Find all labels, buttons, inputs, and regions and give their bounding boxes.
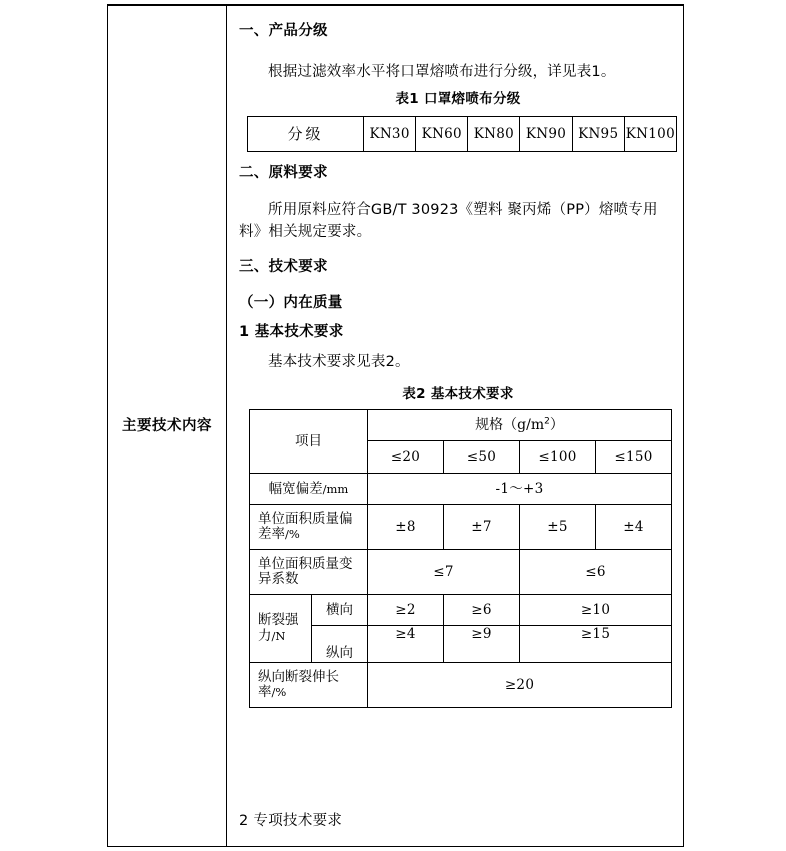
table-row <box>250 626 672 663</box>
table2-direction-machine: 纵向 <box>312 626 368 663</box>
table-row <box>248 117 677 152</box>
table2-header-spec-prefix: 规格（g/m <box>475 417 545 434</box>
table2-item-elongation <box>250 663 368 708</box>
table2-header-spec <box>368 410 672 441</box>
table2-value-mass-deviation: ±7 <box>444 505 520 550</box>
table2-value-mass-cv: ≤6 <box>520 550 672 595</box>
section-item-special-requirements: 2 专项技术要求 <box>239 812 343 829</box>
section-heading-2: 二、原料要求 <box>239 165 328 182</box>
table2-caption: 表2 基本技术要求 <box>402 385 514 402</box>
table2-value-strength-machine: ≥4 <box>368 626 444 663</box>
table1-grade-cell: KN100 <box>624 117 676 152</box>
table-row <box>250 595 672 626</box>
table1-grade-cell: KN95 <box>572 117 624 152</box>
table2-spec-level: ≤100 <box>520 441 596 474</box>
table1-caption: 表1 口罩熔喷布分级 <box>395 90 521 107</box>
table-row <box>250 410 672 441</box>
section-paragraph-2: 所用原料应符合GB/T 30923《塑料 聚丙烯（PP）熔喷专用料》相关规定要求。 <box>239 201 658 241</box>
table2-value-elongation: ≥20 <box>368 663 672 708</box>
table1-grade-cell: KN30 <box>364 117 416 152</box>
table2-header-spec-sup: 2 <box>544 416 550 427</box>
table-row <box>250 474 672 505</box>
table2-value-width-deviation: -1～+3 <box>368 474 672 505</box>
table2-item-width-deviation <box>250 474 368 505</box>
section-paragraph-1: 根据过滤效率水平将口罩熔喷布进行分级，详见表1。 <box>268 63 616 80</box>
table1-row-header: 分级 <box>248 117 364 152</box>
section-item-basic-requirements: 1 基本技术要求 <box>239 323 344 340</box>
table2-value-strength-cross: ≥10 <box>520 595 672 626</box>
row-label-text: 主要技术内容 <box>122 417 212 434</box>
table2-value-mass-deviation: ±4 <box>596 505 672 550</box>
table2-spec-level: ≤150 <box>596 441 672 474</box>
table2-item-unit: /% <box>285 527 300 542</box>
table2-spec-level: ≤20 <box>368 441 444 474</box>
table2-value-strength-machine: ≥9 <box>444 626 520 663</box>
table2-value-mass-deviation: ±5 <box>520 505 596 550</box>
table1-grade-cell: KN60 <box>416 117 468 152</box>
table2-header-item: 项目 <box>250 410 368 474</box>
document-page-frame <box>107 4 684 847</box>
table-row <box>250 505 672 550</box>
table2-item-label: 单位面积质量偏差率 <box>258 510 353 543</box>
table2-direction-cross: 横向 <box>312 595 368 626</box>
table2-item-unit: /% <box>271 685 287 700</box>
table1-grade-cell: KN90 <box>520 117 572 152</box>
table2-value-strength-machine: ≥15 <box>520 626 672 663</box>
table2-value-strength-cross: ≥2 <box>368 595 444 626</box>
table2-item-label: 幅宽偏差 <box>268 480 323 497</box>
table-basic-technical-requirements <box>249 409 672 708</box>
table2-item-mass-cv <box>250 550 368 595</box>
section-heading-1: 一、产品分级 <box>239 23 328 39</box>
table2-item-breaking-strength <box>250 595 312 663</box>
table2-spec-level: ≤50 <box>444 441 520 474</box>
table2-value-strength-cross: ≥6 <box>444 595 520 626</box>
table1-grade-cell: KN80 <box>468 117 520 152</box>
table2-item-label: 单位面积质量变异系数 <box>258 555 353 588</box>
table-row <box>250 663 672 708</box>
table2-item-mass-deviation <box>250 505 368 550</box>
table2-value-mass-deviation: ±8 <box>368 505 444 550</box>
row-label-cell <box>108 6 227 846</box>
table2-header-spec-suffix: ） <box>549 417 564 434</box>
table2-item-unit: /N <box>271 628 286 643</box>
table2-item-label: 纵向断裂伸长率 <box>258 668 339 701</box>
table-row <box>250 550 672 595</box>
section-heading-3: 三、技术要求 <box>239 258 328 275</box>
document-content-cell <box>227 6 689 846</box>
section-paragraph-basic: 基本技术要求见表2。 <box>268 354 410 371</box>
table2-item-unit: /mm <box>322 481 349 496</box>
section-subheading-inner-quality: （一）内在质量 <box>239 295 343 312</box>
table2-value-mass-cv: ≤7 <box>368 550 520 595</box>
table2-item-label: 断裂强力 <box>258 612 299 644</box>
table-product-grades <box>247 116 677 152</box>
